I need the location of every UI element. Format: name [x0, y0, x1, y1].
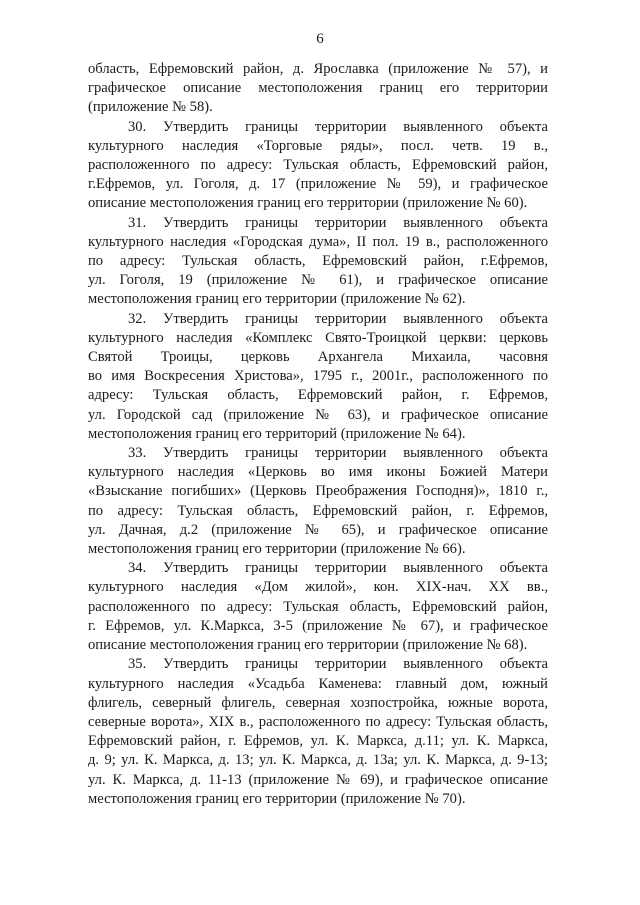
text-line: область, Ефремовский район, д. Ярославка (приложение № 57), и: [88, 61, 548, 77]
paragraph-item-34: [88, 559, 548, 655]
text-line: 35. Утвердить границы территории выявленного объекта: [128, 656, 548, 673]
paragraph-item-33: [88, 444, 548, 559]
text-line: флигель, северный флигель, северная хозпостройка, южные ворота,: [88, 694, 548, 711]
text-line: ул. К. Маркса, д. 11-13 (приложение № 69), и графическое описание: [88, 771, 548, 788]
text-line: северные ворота», XIX в., расположенного по адресу: Тульская область,: [88, 713, 548, 730]
text-line: по адресу: Тульская область, Ефремовский район, г.Ефремов,: [88, 253, 548, 270]
text-line: ул. Городской сад (приложение № 63), и графическое описание: [88, 406, 548, 423]
paragraph-item-31: [88, 214, 548, 310]
text-line: местоположения границ его территории (приложение № 70).: [88, 790, 466, 807]
paragraph-item-35: [88, 655, 548, 809]
text-line: культурного наследия «Усадьба Каменева: главный дом, южный: [88, 675, 548, 692]
text-line: местоположения границ его территории (приложение № 62).: [88, 291, 466, 308]
text-line: культурного наследия «Комплекс Свято-Троицкой церкви: церковь: [88, 329, 548, 346]
paragraph-continuation: [88, 60, 548, 118]
text-line: д. 9; ул. К. Маркса, д. 13; ул. К. Маркса, д. 13а; ул. К. Маркса, д. 9-13;: [88, 752, 548, 769]
text-line: ул. Дачная, д.2 (приложение № 65), и графическое описание: [88, 521, 548, 538]
text-line: ул. Гоголя, 19 (приложение № 61), и графическое описание: [88, 272, 548, 289]
document-body: [88, 60, 548, 809]
text-line: 31. Утвердить границы территории выявленного объекта: [128, 214, 548, 231]
text-line: (приложение № 58).: [88, 99, 213, 116]
text-line: Святой Троицы, церковь Архангела Михаила, часовня: [88, 349, 548, 366]
paragraph-item-32: [88, 310, 548, 444]
text-line: 34. Утвердить границы территории выявленного объекта: [128, 560, 548, 577]
text-line: культурного наследия «Городская дума», II пол. 19 в., расположенного: [88, 233, 548, 250]
text-line: расположенного по адресу: Тульская область, Ефремовский район,: [88, 157, 548, 174]
paragraph-item-30: [88, 118, 548, 214]
text-line: графическое описание местоположения границ его территории: [88, 80, 548, 97]
text-line: расположенного по адресу: Тульская область, Ефремовский район,: [88, 598, 548, 615]
text-line: местоположения границ его территории (приложение № 66).: [88, 541, 466, 558]
text-line: г. Ефремов, ул. К.Маркса, 3-5 (приложение № 67), и графическое: [88, 617, 548, 634]
text-line: Ефремовский район, г. Ефремов, ул. К. Маркса, д.11; ул. К. Маркса,: [88, 733, 548, 750]
text-line: 33. Утвердить границы территории выявленного объекта: [128, 445, 548, 462]
text-line: местоположения границ его территорий (приложение № 64).: [88, 425, 466, 442]
text-line: 32. Утвердить границы территории выявленного объекта: [128, 310, 548, 327]
text-line: культурного наследия «Церковь во имя иконы Божией Матери: [88, 464, 548, 481]
text-line: «Взыскание погибших» (Церковь Преображения Господня)», 1810 г.,: [88, 483, 548, 500]
text-line: адресу: Тульская область, Ефремовский район, г. Ефремов,: [88, 387, 548, 404]
text-line: описание местоположения границ его территории (приложение № 60).: [88, 195, 528, 212]
text-line: культурного наследия «Торговые ряды», посл. четв. 19 в.,: [88, 137, 548, 154]
text-line: 30. Утвердить границы территории выявленного объекта: [128, 118, 548, 135]
text-line: по адресу: Тульская область, Ефремовский район, г. Ефремов,: [88, 502, 548, 519]
text-line: г.Ефремов, ул. Гоголя, д. 17 (приложение № 59), и графическое: [88, 176, 548, 193]
page-number: 6: [316, 31, 324, 47]
text-line: во имя Воскресения Христова», 1795 г., 2001г., расположенного по: [88, 368, 548, 385]
text-line: культурного наследия «Дом жилой», кон. XIX-нач. XX вв.,: [88, 579, 548, 596]
text-line: описание местоположения границ его территории (приложение № 68).: [88, 637, 528, 654]
